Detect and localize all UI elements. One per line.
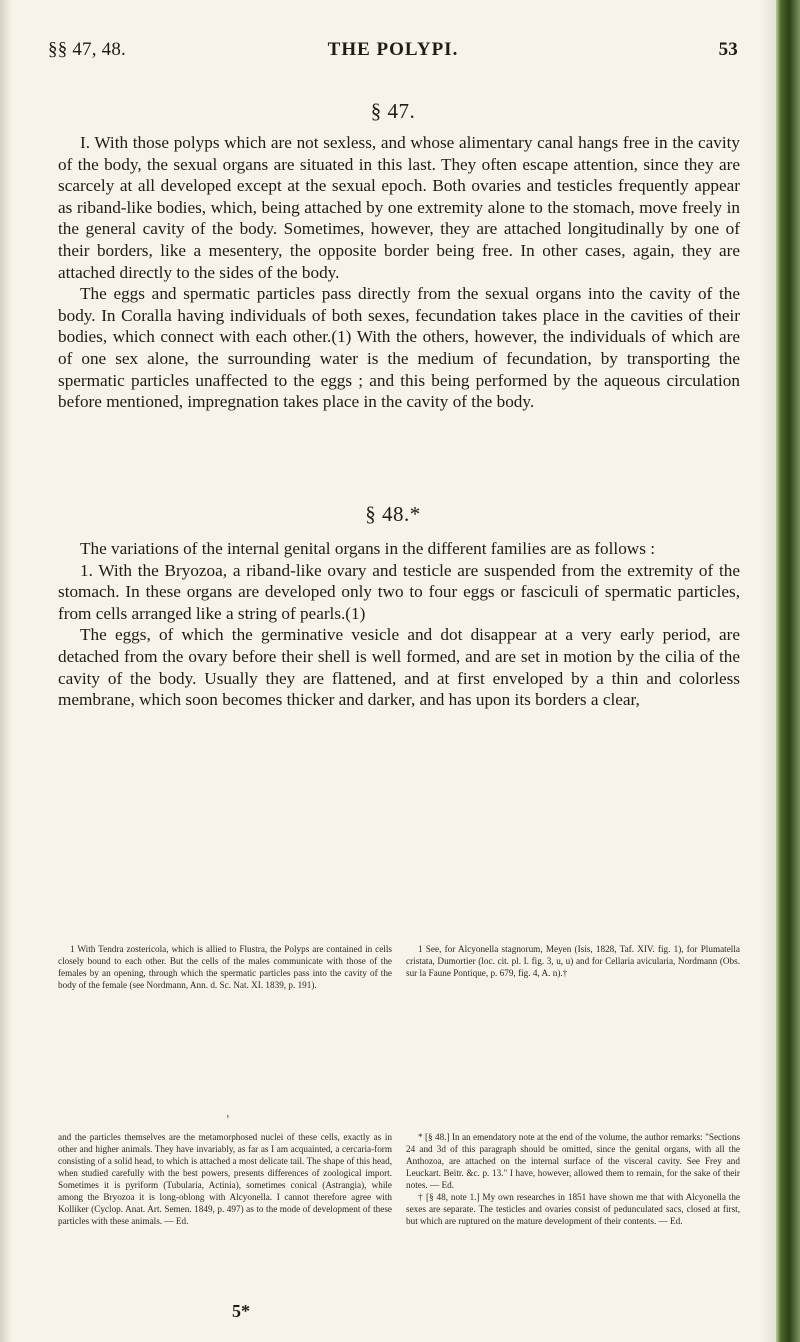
footnote-left-top <box>58 943 392 991</box>
footnote-right-bottom <box>406 1131 740 1227</box>
footnote-left-bottom <box>58 1131 392 1227</box>
section-47-body <box>58 132 740 413</box>
printer-signature: 5* <box>232 1301 250 1321</box>
page-gutter-shadow <box>762 0 776 1342</box>
footnote-left-top-text: 1 With Tendra zostericola, which is allied to Flustra, the Polyps are contained in cells closely bound to each other. But the cells of the males communicate with those of the females by an opening, through which the spermatic particles pass into the cavity of the body of the female (see Nordmann, Ann. d. Sc. Nat. XI. 1839, p. 191). <box>58 944 392 990</box>
section-48-paragraph-1: The variations of the internal genital organs in the different families are as follows : <box>80 539 655 558</box>
section-range: §§ 47, 48. <box>48 39 126 60</box>
section-47-title: § 47. <box>370 99 416 123</box>
footnote-right-top-text: 1 See, for Alcyonella stagnorum, Meyen (Isis, 1828, Taf. XIV. fig. 1), for Plumatella cristata, Dumortier (loc. cit. pl. I. fig. 3, u, u) and for Cellaria avicularia, Nordmann (Obs. sur la Faune Pontique, p. 679, fig. 4, A. n).† <box>406 944 740 978</box>
section-48-body <box>58 538 740 711</box>
section-47-paragraph-1: I. With those polyps which are not sexless, and whose alimentary canal hangs free in the cavity of the body, the sexual organs are situated in this last. They often escape attention, since they are scarcely at all developed except at the sexual epoch. Both ovaries and testicles frequently appear as riband-like bodies, which, being attached by one extremity alone to the stomach, move freely in the general cavity of the body. Sometimes, however, they are attached longitudinally by one of their borders, like a mesentery, the opposite border being free. In other cases, again, they are attached directly to the sides of the body. <box>58 133 740 282</box>
section-48-paragraph-3: The eggs, of which the germinative vesicle and dot disappear at a very early period, are detached from the ovary before their shell is well formed, and are set in motion by the cilia of the cavity of the body. Usually they are flattened, and at first enveloped by a thin and colorless membrane, which soon becomes thicker and darker, and has upon its borders a clear, <box>58 625 740 710</box>
page-number: 53 <box>718 39 738 60</box>
section-47-paragraph-2: The eggs and spermatic particles pass directly from the sexual organs into the cavity of the body. In Coralla having individuals of both sexes, fecundation takes place in the cavities of their bodies, which connect with each other.(1) With the others, however, the individuals of which are of one sex alone, the surrounding water is the medium of fecundation, by transporting the spermatic particles unaffected to the eggs ; and this being performed by the aqueous circulation before mentioned, impregnation takes place in the cavity of the body. <box>58 284 740 412</box>
footnote-continuation-mark: ꞌ <box>227 1114 229 1125</box>
editor-note-section-48: * [§ 48.] In an emendatory note at the end of the volume, the author remarks: "Sections 24 and 3d of this paragraph should be omitted, since the genital organs, with all the Anthozoa, are attached on the internal surface of the visceral cavity. See Frey and Leuckart. Beitr. &c. p. 13." I have, however, allowed them to remain, for the sake of their notes. — Ed. <box>406 1132 740 1190</box>
footnote-right-top <box>406 943 740 979</box>
left-scan-edge <box>0 0 12 1342</box>
section-48-title: § 48.* <box>365 502 421 526</box>
book-binding-edge <box>776 0 800 1342</box>
footnote-left-bottom-text: and the particles themselves are the metamorphosed nuclei of these cells, exactly as in other and higher animals. They have invariably, as far as I am acquainted, a cercaria-form consisting of a solid head, to which is attached a most delicate tail. The shape of this head, when studied carefully with the best powers, presents differences of zoological import. Sometimes it is pyriform (Tubularia, Actinia), sometimes conical (Astrangia), while among the Bryozoa it is long-oblong with Alcyonella. I cannot therefore agree with Kolliker (Cyclop. Anat. Art. Semen. 1849, p. 497) as to the mode of development of these particles with these animals. — Ed. <box>58 1132 392 1226</box>
editor-note-section-48-note-1: † [§ 48, note 1.] My own researches in 1851 have shown me that with Alcyonella the sexes are separate. The testicles and ovaries consist of pedunculated sacs, closed at first, but which are ruptured on the mature development of their contents. — Ed. <box>406 1192 740 1226</box>
section-48-paragraph-2: 1. With the Bryozoa, a riband-like ovary and testicle are suspended from the extremity of the stomach. In these organs are developed only two to four eggs or fasciculi of spermatic particles, from cells arranged like a string of pearls.(1) <box>58 560 740 623</box>
chapter-title: THE POLYPI. <box>327 39 459 60</box>
running-header <box>48 38 738 62</box>
